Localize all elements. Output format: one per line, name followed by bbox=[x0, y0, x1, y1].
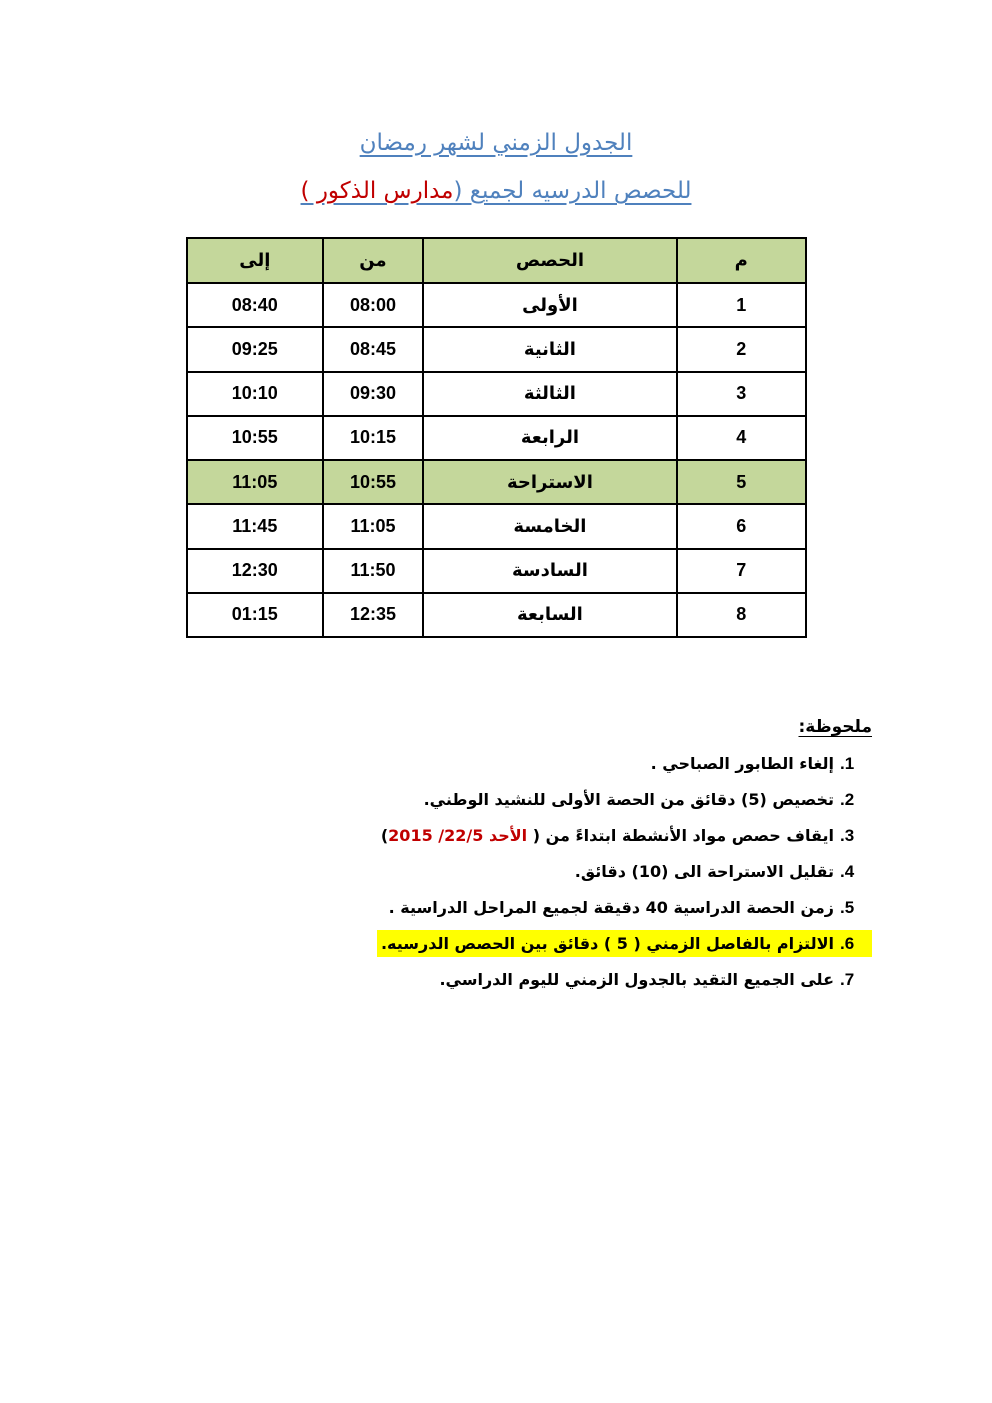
item-suffix: ) bbox=[380, 826, 389, 845]
row-from: 11:50 bbox=[323, 549, 424, 593]
subtitle-prefix: للحصص الدرسيه لجميع ( bbox=[453, 178, 692, 204]
row-to: 11:45 bbox=[187, 504, 323, 548]
row-period: السادسة bbox=[423, 549, 676, 593]
item-text: الالتزام بالفاصل الزمني ( 5 ) دقائق بين الحصص الدرسيه. bbox=[380, 934, 834, 953]
row-from: 10:55 bbox=[323, 460, 424, 504]
list-item bbox=[112, 782, 872, 818]
item-text: ايقاف حصص مواد الأنشطة ابتداءً من ( bbox=[532, 826, 834, 845]
row-period: الأولى bbox=[423, 283, 676, 327]
row-from: 11:05 bbox=[323, 504, 424, 548]
list-item bbox=[112, 962, 872, 998]
row-from: 10:15 bbox=[323, 416, 424, 460]
row-to: 11:05 bbox=[187, 460, 323, 504]
item-text: زمن الحصة الدراسية 40 دقيقة لجميع المراحل الدراسية . bbox=[388, 898, 834, 917]
table-header-row bbox=[187, 238, 806, 283]
item-date: الأحد 22/5/ 2015 bbox=[388, 826, 533, 845]
table-row-break bbox=[187, 460, 806, 504]
table-row bbox=[187, 504, 806, 548]
row-from: 08:45 bbox=[323, 327, 424, 371]
header-num: م bbox=[677, 238, 806, 283]
row-period: الخامسة bbox=[423, 504, 676, 548]
item-marker: 7. bbox=[840, 970, 855, 989]
table-row bbox=[187, 593, 806, 637]
row-from: 12:35 bbox=[323, 593, 424, 637]
table-row bbox=[187, 372, 806, 416]
header-period: الحصص bbox=[423, 238, 676, 283]
row-period: الثانية bbox=[423, 327, 676, 371]
subtitle-highlight: مدارس الذكور ) bbox=[300, 178, 454, 204]
row-num: 3 bbox=[677, 372, 806, 416]
row-num: 7 bbox=[677, 549, 806, 593]
item-marker: 6. bbox=[840, 934, 855, 953]
row-period: الاستراحة bbox=[423, 460, 676, 504]
notes-list bbox=[112, 746, 872, 998]
row-num: 2 bbox=[677, 327, 806, 371]
list-item bbox=[112, 890, 872, 926]
row-from: 09:30 bbox=[323, 372, 424, 416]
list-item bbox=[112, 818, 872, 854]
row-to: 10:10 bbox=[187, 372, 323, 416]
row-num: 5 bbox=[677, 460, 806, 504]
row-period: الرابعة bbox=[423, 416, 676, 460]
row-to: 01:15 bbox=[187, 593, 323, 637]
item-text: على الجميع التقيد بالجدول الزمني لليوم الدراسي. bbox=[439, 970, 834, 989]
item-marker: 5. bbox=[840, 898, 855, 917]
page-subtitle bbox=[0, 172, 992, 210]
list-item-highlighted bbox=[112, 926, 872, 962]
row-num: 8 bbox=[677, 593, 806, 637]
schedule-table bbox=[186, 237, 807, 638]
page-title: الجدول الزمني لشهر رمضان bbox=[359, 130, 633, 156]
row-to: 08:40 bbox=[187, 283, 323, 327]
notes-heading: ملحوظة: bbox=[798, 717, 872, 737]
table-row bbox=[187, 327, 806, 371]
item-marker: 2. bbox=[840, 790, 855, 809]
item-text: تقليل الاستراحة الى (10) دقائق. bbox=[574, 862, 834, 881]
item-text: تخصيص (5) دقائق من الحصة الأولى للنشيد الوطني. bbox=[423, 790, 834, 809]
item-marker: 4. bbox=[840, 862, 855, 881]
row-to: 10:55 bbox=[187, 416, 323, 460]
row-period: الثالثة bbox=[423, 372, 676, 416]
item-marker: 1. bbox=[840, 754, 855, 773]
row-period: السابعة bbox=[423, 593, 676, 637]
row-to: 12:30 bbox=[187, 549, 323, 593]
header-to: إلى bbox=[187, 238, 323, 283]
row-num: 1 bbox=[677, 283, 806, 327]
notes-section bbox=[112, 712, 872, 998]
list-item bbox=[112, 854, 872, 890]
table-row bbox=[187, 416, 806, 460]
row-to: 09:25 bbox=[187, 327, 323, 371]
table-row bbox=[187, 283, 806, 327]
table-row bbox=[187, 549, 806, 593]
header-from: من bbox=[323, 238, 424, 283]
row-num: 4 bbox=[677, 416, 806, 460]
highlight bbox=[377, 930, 872, 957]
list-item bbox=[112, 746, 872, 782]
row-from: 08:00 bbox=[323, 283, 424, 327]
title-block bbox=[0, 124, 992, 210]
item-text: إلغاء الطابور الصباحي . bbox=[650, 754, 834, 773]
item-marker: 3. bbox=[840, 826, 855, 845]
row-num: 6 bbox=[677, 504, 806, 548]
